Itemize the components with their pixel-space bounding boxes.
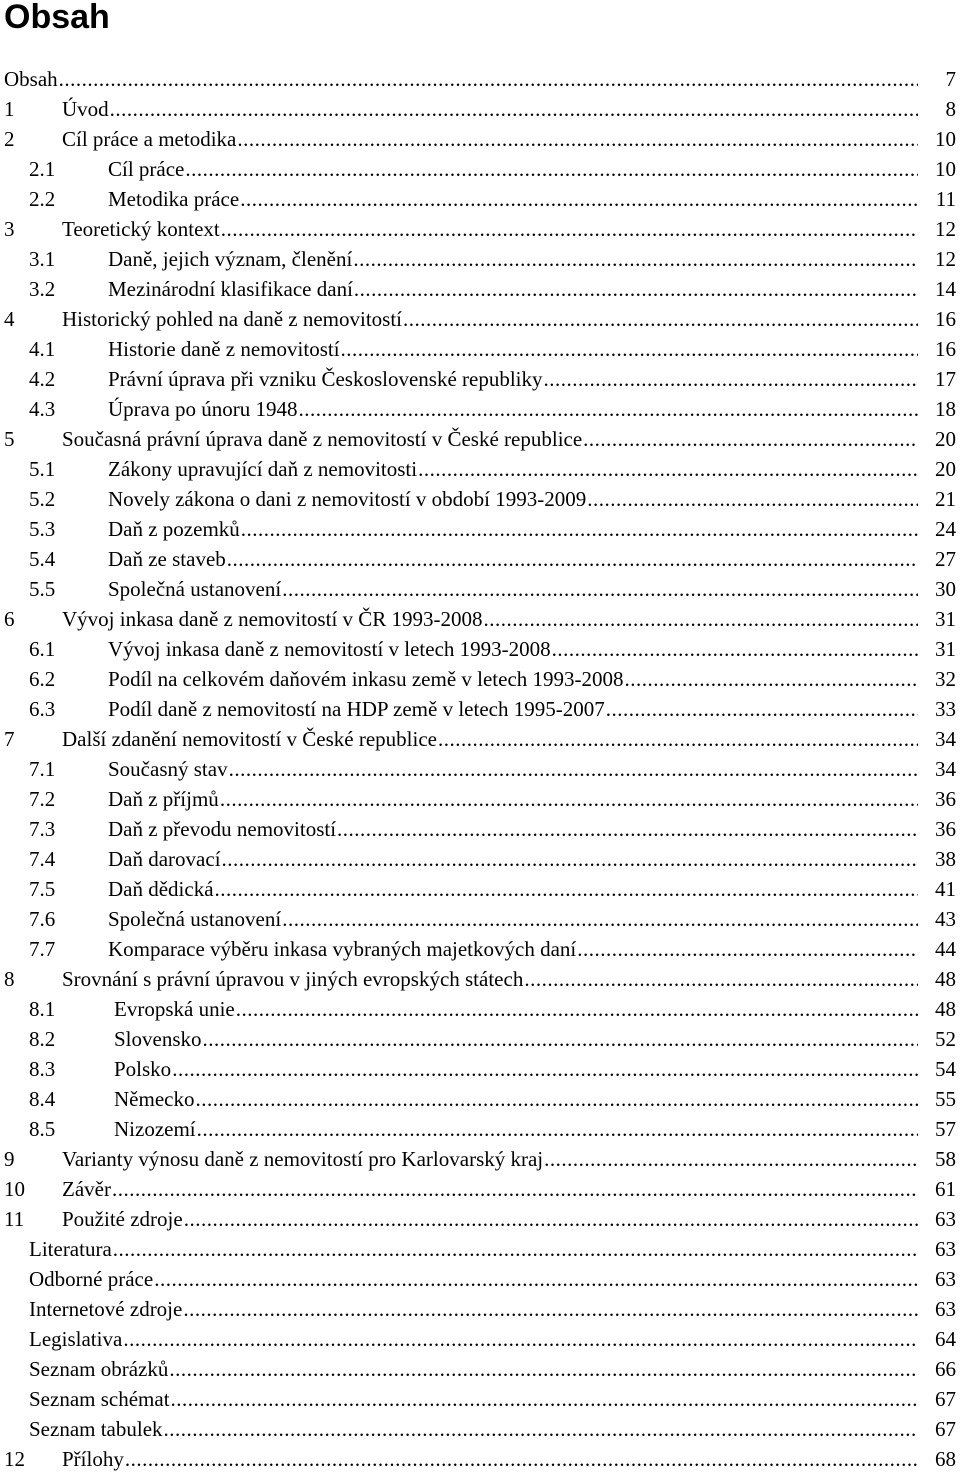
toc-entry[interactable]: [0, 904, 960, 934]
toc-entry-leader: [108, 874, 918, 904]
dot-leader: [544, 364, 919, 394]
toc-entry[interactable]: [0, 154, 960, 184]
dot-leader: [282, 574, 918, 604]
toc-entry[interactable]: [0, 64, 960, 94]
dot-leader: [577, 934, 918, 964]
toc-entry-title: Daň dědická: [108, 874, 215, 904]
toc-entry-page-number: 36: [935, 817, 956, 841]
toc-entry-page-number: 44: [935, 937, 956, 961]
toc-entry-title: Daň z příjmů: [108, 784, 220, 814]
toc-entry-number: 10: [4, 1177, 25, 1201]
dot-leader: [241, 514, 918, 544]
toc-entry-leader: [108, 484, 918, 514]
toc-entry-number: 11: [4, 1207, 25, 1231]
toc-entry-number: 2.2: [29, 187, 56, 211]
toc-entry-title: Daně, jejich význam, členění: [108, 244, 353, 274]
toc-entry-page-number: 58: [935, 1147, 956, 1171]
toc-entry-title: Společná ustanovení: [108, 904, 282, 934]
toc-entry-number: 5.3: [29, 517, 56, 541]
toc-entry-page-number: 31: [935, 607, 956, 631]
toc-entry[interactable]: [0, 544, 960, 574]
toc-entry-number: 7.1: [29, 757, 56, 781]
toc-entry-page-number: 16: [935, 337, 956, 361]
toc-entry-number: 7.2: [29, 787, 56, 811]
dot-leader: [197, 1114, 918, 1144]
dot-leader: [222, 844, 918, 874]
toc-entry-leader: [114, 1054, 918, 1084]
toc-entry-page-number: 11: [935, 187, 956, 211]
toc-entry-number: 5.2: [29, 487, 56, 511]
dot-leader: [236, 994, 918, 1024]
toc-entry[interactable]: [0, 844, 960, 874]
dot-leader: [484, 604, 918, 634]
toc-entry-title: Legislativa: [29, 1324, 123, 1354]
toc-entry[interactable]: [0, 1444, 960, 1474]
toc-entry-number: 3.2: [29, 277, 56, 301]
toc-entry-page-number: 8: [945, 97, 956, 121]
toc-entry[interactable]: [0, 1204, 960, 1234]
dot-leader: [220, 784, 918, 814]
toc-entry-leader: [62, 124, 918, 154]
toc-entry-title: Novely zákona o dani z nemovitostí v období 1993-2009: [108, 484, 587, 514]
toc-entry-title: Odborné práce: [29, 1264, 154, 1294]
dot-leader: [195, 1084, 918, 1114]
toc-entry-title: Mezinárodní klasifikace daní: [108, 274, 354, 304]
dot-leader: [544, 1144, 918, 1174]
toc-entry-page-number: 68: [935, 1447, 956, 1471]
dot-leader: [583, 424, 918, 454]
toc-entry-page-number: 18: [935, 397, 956, 421]
toc-entry[interactable]: [0, 784, 960, 814]
toc-entry[interactable]: [0, 1054, 960, 1084]
toc-entry-title: Srovnání s právní úpravou v jiných evropských státech: [62, 964, 524, 994]
toc-entry-leader: [108, 784, 918, 814]
toc-entry-page-number: 52: [935, 1027, 956, 1051]
toc-entry-title: Historický pohled na daně z nemovitostí: [62, 304, 403, 334]
toc-entry[interactable]: [0, 814, 960, 844]
toc-entry[interactable]: [0, 1174, 960, 1204]
toc-entry-title: Metodika práce: [108, 184, 240, 214]
toc-entry-number: 7.6: [29, 907, 56, 931]
dot-leader: [299, 394, 918, 424]
toc-entry-leader: [62, 1144, 918, 1174]
toc-entry-page-number: 67: [935, 1417, 956, 1441]
toc-entry-leader: [108, 394, 918, 424]
dot-leader: [215, 874, 918, 904]
toc-entry[interactable]: [0, 1264, 960, 1294]
toc-entry-title: Nizozemí: [114, 1114, 197, 1144]
toc-entry-title: Obsah: [4, 64, 59, 94]
toc-entry-page-number: 54: [935, 1057, 956, 1081]
toc-entry-title: Vývoj inkasa daně z nemovitostí v ČR 1993-2008: [62, 604, 484, 634]
toc-entry-title: Daň darovací: [108, 844, 222, 874]
toc-entry-title: Seznam tabulek: [29, 1414, 164, 1444]
toc-entry-title: Seznam schémat: [29, 1384, 171, 1414]
toc-entry-number: 9: [4, 1147, 15, 1171]
toc-entry-number: 4.2: [29, 367, 56, 391]
toc-entry-leader: [108, 844, 918, 874]
toc-entry-leader: [62, 1444, 918, 1474]
toc-entry-leader: [108, 634, 918, 664]
dot-leader: [227, 544, 918, 574]
toc-entry-leader: [62, 424, 918, 454]
toc-entry-title: Použité zdroje: [62, 1204, 184, 1234]
toc-entry[interactable]: [0, 274, 960, 304]
dot-leader: [125, 1444, 918, 1474]
dot-leader: [123, 1324, 918, 1354]
toc-entry-title: Podíl daně z nemovitostí na HDP země v letech 1995-2007: [108, 694, 606, 724]
toc-entry-title: Varianty výnosu daně z nemovitostí pro Karlovarský kraj: [62, 1144, 544, 1174]
toc-entry-title: Historie daně z nemovitostí: [108, 334, 341, 364]
toc-entry-title: Další zdanění nemovitostí v České republice: [62, 724, 438, 754]
toc-entry-page-number: 10: [935, 127, 956, 151]
toc-entry-leader: [4, 64, 918, 94]
toc-entry-page-number: 34: [935, 757, 956, 781]
page-title: Obsah: [4, 0, 110, 36]
dot-leader: [552, 634, 918, 664]
toc-entry-number: 4: [4, 307, 15, 331]
toc-entry-leader: [108, 244, 918, 274]
dot-leader: [606, 694, 918, 724]
toc-entry-page-number: 30: [935, 577, 956, 601]
toc-entry-title: Úprava po únoru 1948: [108, 394, 299, 424]
toc-entry-leader: [108, 514, 918, 544]
toc-entry-page-number: 63: [935, 1207, 956, 1231]
toc-entry-page-number: 48: [935, 997, 956, 1021]
dot-leader: [587, 484, 918, 514]
toc-entry-page-number: 12: [935, 247, 956, 271]
toc-entry-title: Daň z pozemků: [108, 514, 241, 544]
toc-entry-number: 4.1: [29, 337, 56, 361]
toc-entry-number: 1: [4, 97, 15, 121]
toc-entry-leader: [62, 94, 918, 124]
toc-entry[interactable]: [0, 574, 960, 604]
toc-entry-number: 4.3: [29, 397, 56, 421]
toc-entry[interactable]: [0, 1354, 960, 1384]
toc-entry-leader: [108, 274, 918, 304]
toc-entry[interactable]: [0, 874, 960, 904]
dot-leader: [418, 454, 918, 484]
toc-entry-page-number: 63: [935, 1297, 956, 1321]
toc-entry-leader: [108, 454, 918, 484]
toc-entry-title: Společná ustanovení: [108, 574, 282, 604]
dot-leader: [625, 664, 918, 694]
toc-entry-page-number: 41: [935, 877, 956, 901]
toc-entry-page-number: 38: [935, 847, 956, 871]
dot-leader: [229, 754, 918, 784]
toc-entry-title: Cíl práce: [108, 154, 185, 184]
toc-entry-leader: [108, 904, 918, 934]
toc-entry[interactable]: [0, 1144, 960, 1174]
toc-entry-page-number: 63: [935, 1237, 956, 1261]
toc-entry[interactable]: [0, 244, 960, 274]
toc-entry-leader: [29, 1414, 918, 1444]
toc-entry-title: Podíl na celkovém daňovém inkasu země v letech 1993-2008: [108, 664, 625, 694]
toc-entry-page-number: 20: [935, 427, 956, 451]
dot-leader: [341, 334, 918, 364]
dot-leader: [169, 1354, 918, 1384]
toc-entry-number: 6: [4, 607, 15, 631]
toc-entry[interactable]: [0, 1414, 960, 1444]
toc-entry-title: Daň ze staveb: [108, 544, 227, 574]
toc-entry-leader: [114, 1084, 918, 1114]
toc-entry-leader: [62, 724, 918, 754]
dot-leader: [112, 1174, 918, 1204]
toc-entry[interactable]: [0, 1114, 960, 1144]
toc-entry[interactable]: [0, 634, 960, 664]
dot-leader: [110, 94, 918, 124]
toc-entry-title: Současný stav: [108, 754, 229, 784]
dot-leader: [353, 244, 918, 274]
toc-entry-page-number: 17: [935, 367, 956, 391]
toc-entry[interactable]: [0, 484, 960, 514]
toc-entry-page-number: 64: [935, 1327, 956, 1351]
toc-entry-leader: [108, 694, 918, 724]
toc-entry-page-number: 16: [935, 307, 956, 331]
toc-entry-number: 7: [4, 727, 15, 751]
toc-entry-number: 3: [4, 217, 15, 241]
toc-entry-number: 8.1: [29, 997, 56, 1021]
dot-leader: [185, 154, 918, 184]
toc-entry-number: 8.2: [29, 1027, 56, 1051]
toc-entry-leader: [108, 934, 918, 964]
dot-leader: [113, 1234, 918, 1264]
toc-entry-title: Teoretický kontext: [62, 214, 221, 244]
toc-entry-number: 6.3: [29, 697, 56, 721]
toc-entry-title: Slovensko: [114, 1024, 203, 1054]
toc-entry-page-number: 27: [935, 547, 956, 571]
toc-entry-title: Polsko: [114, 1054, 172, 1084]
toc-entry-title: Současná právní úprava daně z nemovitostí v České republice: [62, 424, 583, 454]
toc-entry-leader: [29, 1354, 918, 1384]
dot-leader: [171, 1384, 918, 1414]
toc-entry[interactable]: [0, 94, 960, 124]
toc-entry-leader: [114, 994, 918, 1024]
toc-entry-page-number: 63: [935, 1267, 956, 1291]
toc-entry-page-number: 31: [935, 637, 956, 661]
dot-leader: [403, 304, 918, 334]
toc-entry-leader: [29, 1264, 918, 1294]
toc-entry-leader: [62, 1204, 918, 1234]
toc-entry-page-number: 24: [935, 517, 956, 541]
toc-entry-leader: [114, 1114, 918, 1144]
dot-leader: [240, 184, 918, 214]
toc-entry[interactable]: [0, 1324, 960, 1354]
toc-entry[interactable]: [0, 1234, 960, 1264]
toc-entry-leader: [62, 964, 918, 994]
dot-leader: [221, 214, 918, 244]
toc-entry-page-number: 7: [945, 67, 956, 91]
toc-entry[interactable]: [0, 1084, 960, 1114]
toc-entry-number: 8.4: [29, 1087, 56, 1111]
toc-entry-page-number: 10: [935, 157, 956, 181]
toc-entry-number: 3.1: [29, 247, 56, 271]
toc-entry-page-number: 43: [935, 907, 956, 931]
toc-entry-page-number: 66: [935, 1357, 956, 1381]
toc-entry[interactable]: [0, 184, 960, 214]
toc-entry-page-number: 55: [935, 1087, 956, 1111]
toc-entry-leader: [29, 1384, 918, 1414]
toc-entry[interactable]: [0, 934, 960, 964]
toc-entry-leader: [29, 1324, 918, 1354]
toc-entry-page-number: 14: [935, 277, 956, 301]
toc-entry-number: 2.1: [29, 157, 56, 181]
table-of-contents: [0, 64, 960, 1474]
toc-entry-leader: [108, 544, 918, 574]
toc-entry-number: 5.1: [29, 457, 56, 481]
toc-entry-leader: [108, 664, 918, 694]
toc-entry-leader: [29, 1234, 918, 1264]
toc-entry[interactable]: [0, 334, 960, 364]
toc-entry[interactable]: [0, 1294, 960, 1324]
toc-entry-number: 5.5: [29, 577, 56, 601]
toc-entry-number: 8: [4, 967, 15, 991]
toc-entry-number: 8.5: [29, 1117, 56, 1141]
toc-entry-page-number: 12: [935, 217, 956, 241]
toc-entry-page-number: 61: [935, 1177, 956, 1201]
toc-entry-page-number: 36: [935, 787, 956, 811]
toc-entry-leader: [108, 574, 918, 604]
toc-entry[interactable]: [0, 1024, 960, 1054]
toc-entry-title: Závěr: [62, 1174, 112, 1204]
toc-entry[interactable]: [0, 664, 960, 694]
toc-entry-number: 7.4: [29, 847, 56, 871]
toc-entry-leader: [29, 1294, 918, 1324]
toc-entry-title: Internetové zdroje: [29, 1294, 183, 1324]
toc-entry-page-number: 57: [935, 1117, 956, 1141]
toc-entry[interactable]: [0, 214, 960, 244]
toc-entry-page-number: 67: [935, 1387, 956, 1411]
toc-entry-leader: [108, 814, 918, 844]
toc-entry-number: 5: [4, 427, 15, 451]
toc-entry-leader: [62, 604, 918, 634]
toc-entry-title: Vývoj inkasa daně z nemovitostí v letech 1993-2008: [108, 634, 552, 664]
toc-entry-leader: [108, 754, 918, 784]
toc-entry-title: Seznam obrázků: [29, 1354, 169, 1384]
toc-entry-number: 7.5: [29, 877, 56, 901]
dot-leader: [203, 1024, 918, 1054]
toc-entry-title: Právní úprava při vzniku Československé republiky: [108, 364, 544, 394]
toc-entry-title: Německo: [114, 1084, 195, 1114]
toc-entry-page-number: 21: [935, 487, 956, 511]
toc-entry[interactable]: [0, 394, 960, 424]
toc-entry-title: Evropská unie: [114, 994, 236, 1024]
dot-leader: [183, 1294, 918, 1324]
toc-entry-title: Zákony upravující daň z nemovitosti: [108, 454, 418, 484]
dot-leader: [172, 1054, 918, 1084]
dot-leader: [164, 1414, 918, 1444]
toc-entry-number: 8.3: [29, 1057, 56, 1081]
toc-entry-leader: [114, 1024, 918, 1054]
dot-leader: [59, 64, 918, 94]
toc-entry[interactable]: [0, 514, 960, 544]
toc-entry-number: 12: [4, 1447, 25, 1471]
toc-entry[interactable]: [0, 454, 960, 484]
dot-leader: [282, 904, 918, 934]
toc-entry[interactable]: [0, 964, 960, 994]
toc-entry-number: 7.3: [29, 817, 56, 841]
toc-entry-number: 6.2: [29, 667, 56, 691]
toc-entry-number: 7.7: [29, 937, 56, 961]
toc-entry-title: Cíl práce a metodika: [62, 124, 237, 154]
toc-entry-leader: [108, 184, 918, 214]
toc-entry-page-number: 34: [935, 727, 956, 751]
toc-entry-leader: [62, 1174, 918, 1204]
toc-entry-page-number: 48: [935, 967, 956, 991]
dot-leader: [524, 964, 918, 994]
toc-entry-title: Literatura: [29, 1234, 113, 1264]
toc-entry-number: 2: [4, 127, 15, 151]
toc-entry-leader: [62, 304, 918, 334]
toc-entry-leader: [108, 334, 918, 364]
toc-entry-title: Komparace výběru inkasa vybraných majetkových daní: [108, 934, 577, 964]
toc-entry-title: Úvod: [62, 94, 110, 124]
toc-entry[interactable]: [0, 124, 960, 154]
toc-entry-number: 6.1: [29, 637, 56, 661]
toc-entry[interactable]: [0, 604, 960, 634]
toc-entry[interactable]: [0, 694, 960, 724]
toc-entry-page-number: 32: [935, 667, 956, 691]
dot-leader: [354, 274, 918, 304]
toc-entry[interactable]: [0, 994, 960, 1024]
toc-entry[interactable]: [0, 754, 960, 784]
dot-leader: [237, 124, 918, 154]
toc-entry-title: Daň z převodu nemovitostí: [108, 814, 337, 844]
dot-leader: [438, 724, 918, 754]
toc-entry-number: 5.4: [29, 547, 56, 571]
toc-entry[interactable]: [0, 1384, 960, 1414]
toc-entry-page-number: 33: [935, 697, 956, 721]
toc-entry-leader: [62, 214, 918, 244]
toc-entry[interactable]: [0, 304, 960, 334]
dot-leader: [337, 814, 918, 844]
toc-entry-leader: [108, 364, 918, 394]
dot-leader: [184, 1204, 918, 1234]
toc-entry-page-number: 20: [935, 457, 956, 481]
dot-leader: [154, 1264, 918, 1294]
toc-entry[interactable]: [0, 424, 960, 454]
toc-entry[interactable]: [0, 724, 960, 754]
toc-entry-title: Přílohy: [62, 1444, 125, 1474]
toc-entry-leader: [108, 154, 918, 184]
toc-entry[interactable]: [0, 364, 960, 394]
